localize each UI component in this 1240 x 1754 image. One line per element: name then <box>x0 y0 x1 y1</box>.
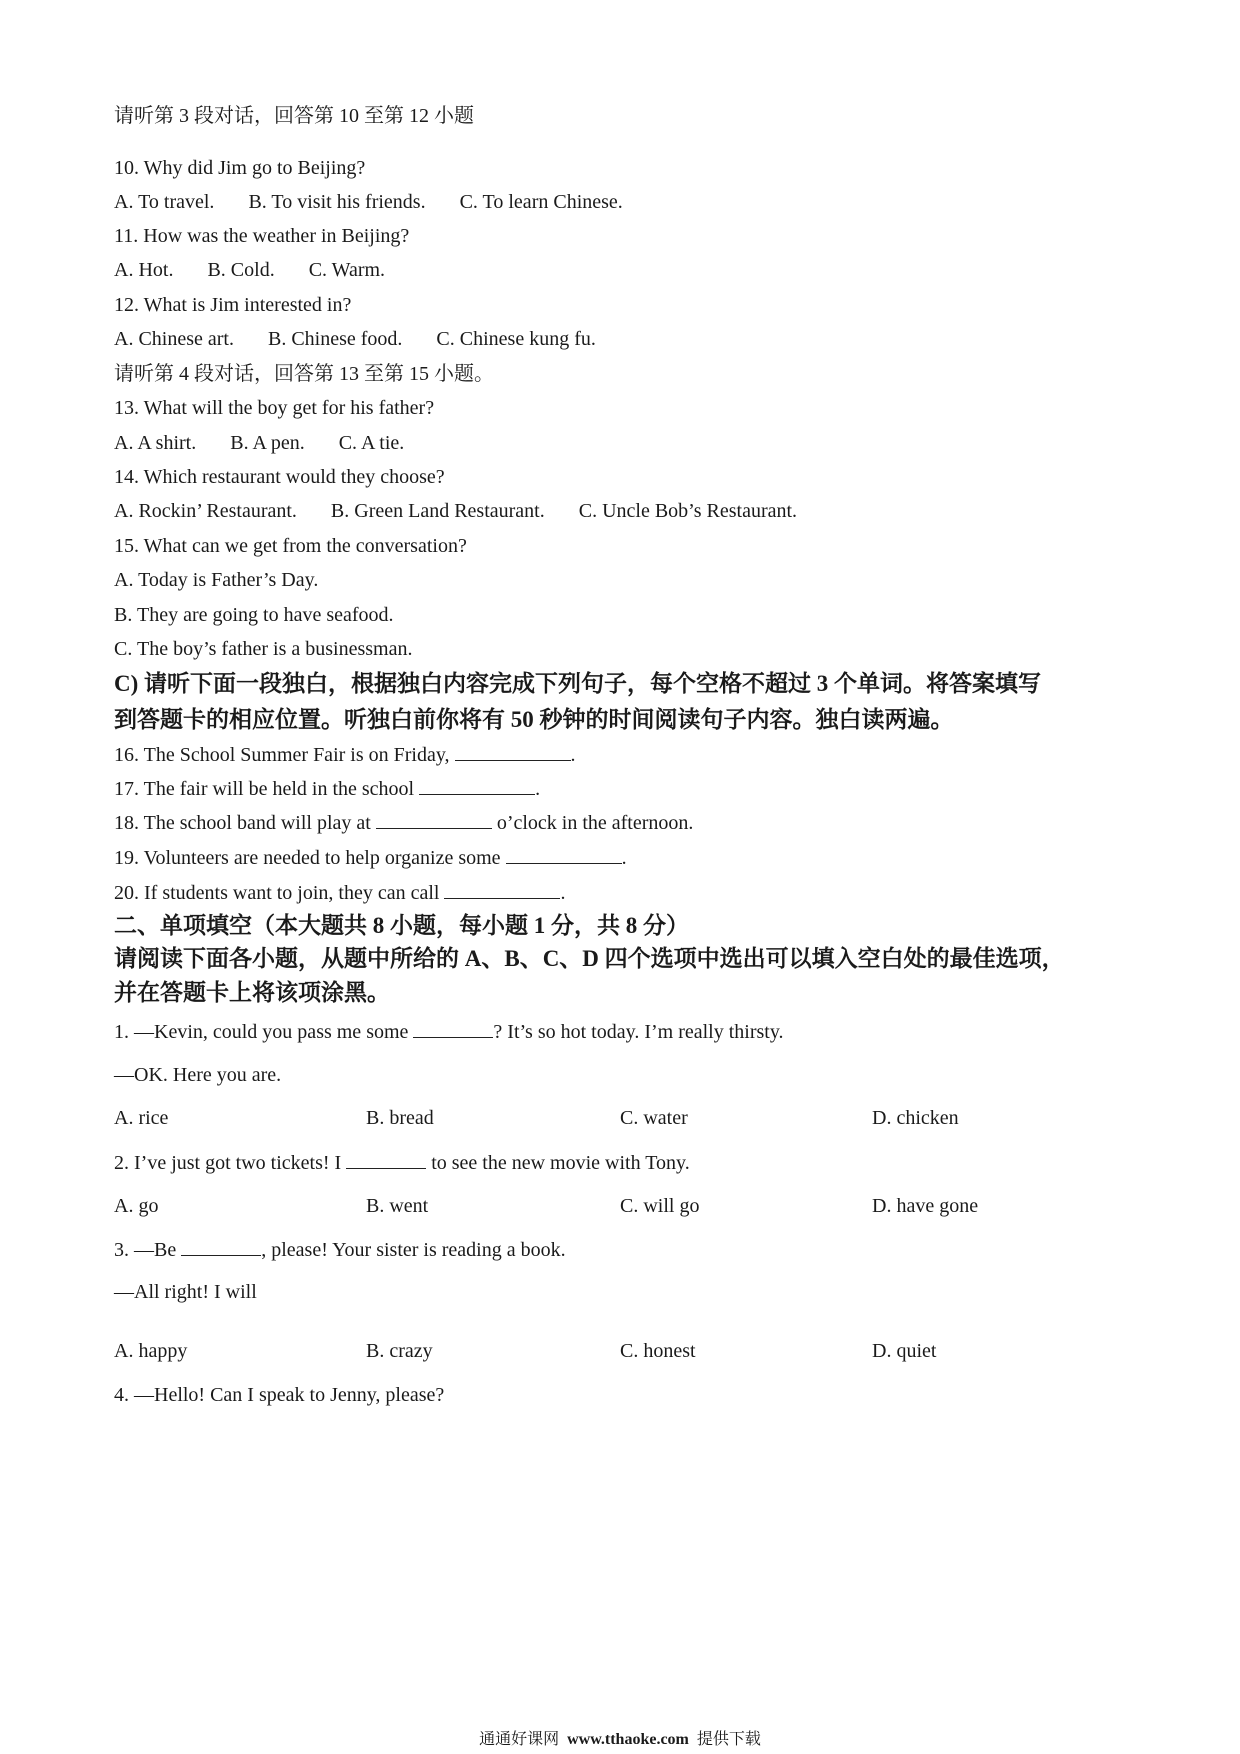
answer-blank[interactable] <box>455 742 571 761</box>
answer-blank[interactable] <box>444 880 560 899</box>
option-a: A. rice <box>114 1107 169 1129</box>
q15-option-b: B. They are going to have seafood. <box>114 604 394 626</box>
mc3 <box>114 1237 566 1262</box>
option-a: A. To travel. <box>114 191 215 213</box>
option-a: A. Rockin’ Restaurant. <box>114 500 297 522</box>
q12-options <box>114 327 596 351</box>
text-fragment: 1. —Kevin, could you pass me some <box>114 1021 414 1043</box>
part-c-heading-2: 到答题卡的相应位置。听独白前你将有 50 秒钟的时间阅读句子内容。独白读两遍。 <box>114 707 954 732</box>
text-fragment: ? It’s so hot today. I’m really thirsty. <box>493 1021 784 1043</box>
q16 <box>114 742 576 767</box>
q18 <box>114 810 693 835</box>
option-a: A. go <box>114 1195 159 1217</box>
option-a: A. happy <box>114 1340 188 1362</box>
option-c: C. Chinese kung fu. <box>436 328 596 350</box>
option-c: C. A tie. <box>338 432 405 454</box>
option-c: C. will go <box>620 1195 700 1217</box>
text-fragment: . <box>535 778 541 800</box>
option-b: B. To visit his friends. <box>248 191 426 213</box>
q14: 14. Which restaurant would they choose? <box>114 466 445 488</box>
q12: 12. What is Jim interested in? <box>114 294 352 316</box>
answer-blank[interactable] <box>419 776 535 795</box>
footer-download-note: 提供下载 <box>696 1731 761 1748</box>
option-b: B. Green Land Restaurant. <box>330 500 545 522</box>
option-b: B. Chinese food. <box>267 328 403 350</box>
q20 <box>114 880 565 905</box>
text-fragment: 3. —Be <box>114 1239 182 1261</box>
q10-options <box>114 190 623 214</box>
option-c: C. To learn Chinese. <box>459 191 623 213</box>
text-fragment: . <box>621 847 627 869</box>
q15-option-c: C. The boy’s father is a businessman. <box>114 638 413 660</box>
text-fragment: o’clock in the afternoon. <box>491 812 694 834</box>
answer-blank[interactable] <box>506 845 622 864</box>
mc2 <box>114 1150 690 1175</box>
text-fragment: , please! Your sister is reading a book. <box>261 1239 566 1261</box>
section-2-instr-1: 请阅读下面各小题，从题中所给的 A、B、C、D 四个选项中选出可以填入空白处的最佳选项， <box>114 946 1065 971</box>
option-c: C. Warm. <box>308 259 386 281</box>
option-a: A. Hot. <box>114 259 174 281</box>
q10: 10. Why did Jim go to Beijing? <box>114 157 366 179</box>
footer-brand: 通通好课网 <box>479 1731 560 1748</box>
text-fragment: to see the new movie with Tony. <box>426 1152 690 1174</box>
answer-blank[interactable] <box>181 1237 261 1256</box>
text-fragment: . <box>570 744 576 766</box>
q17 <box>114 776 540 801</box>
option-d: D. have gone <box>872 1195 979 1217</box>
q14-options <box>114 499 797 523</box>
text-fragment: 18. The school band will play at <box>114 812 376 834</box>
mc1 <box>114 1019 784 1044</box>
sec3-intro: 请听第 3 段对话，回答第 10 至第 12 小题 <box>114 105 474 127</box>
text-fragment: 19. Volunteers are needed to help organize some <box>114 847 506 869</box>
option-d: D. chicken <box>872 1107 959 1129</box>
option-d: D. quiet <box>872 1340 937 1362</box>
mc3-reply: —All right! I will <box>114 1281 257 1303</box>
sec4-intro: 请听第 4 段对话，回答第 13 至第 15 小题。 <box>114 363 494 385</box>
text-fragment: 17. The fair will be held in the school <box>114 778 420 800</box>
answer-blank[interactable] <box>346 1150 426 1169</box>
mc4: 4. —Hello! Can I speak to Jenny, please? <box>114 1384 445 1406</box>
option-b: B. Cold. <box>207 259 275 281</box>
option-c: C. Uncle Bob’s Restaurant. <box>578 500 798 522</box>
mc1-reply: —OK. Here you are. <box>114 1064 282 1086</box>
text-fragment: . <box>560 882 566 904</box>
q13: 13. What will the boy get for his father? <box>114 397 435 419</box>
footer-website: www.tthaoke.com <box>567 1731 689 1748</box>
option-b: B. crazy <box>366 1340 433 1362</box>
section-2-instr-2: 并在答题卡上将该项涂黑。 <box>114 980 390 1005</box>
option-b: B. bread <box>366 1107 434 1129</box>
q19 <box>114 845 627 870</box>
part-c-heading-1: C) 请听下面一段独白，根据独白内容完成下列句子，每个空格不超过 3 个单词。将答案填写 <box>114 671 1042 696</box>
option-a: A. A shirt. <box>114 432 197 454</box>
option-b: B. went <box>366 1195 429 1217</box>
text-fragment: 16. The School Summer Fair is on Friday, <box>114 744 455 766</box>
text-fragment: 2. I’ve just got two tickets! I <box>114 1152 347 1174</box>
option-a: A. Chinese art. <box>114 328 234 350</box>
q15-option-a: A. Today is Father’s Day. <box>114 569 319 591</box>
option-c: C. water <box>620 1107 688 1129</box>
q15: 15. What can we get from the conversation? <box>114 535 467 557</box>
text-fragment: 20. If students want to join, they can call <box>114 882 445 904</box>
q11: 11. How was the weather in Beijing? <box>114 225 410 247</box>
q11-options <box>114 258 385 282</box>
page-footer <box>0 1730 1240 1750</box>
option-b: B. A pen. <box>230 432 305 454</box>
section-2-heading: 二、单项填空（本大题共 8 小题，每小题 1 分，共 8 分） <box>114 913 689 938</box>
option-c: C. honest <box>620 1340 696 1362</box>
answer-blank[interactable] <box>413 1019 493 1038</box>
q13-options <box>114 431 404 455</box>
answer-blank[interactable] <box>376 810 492 829</box>
